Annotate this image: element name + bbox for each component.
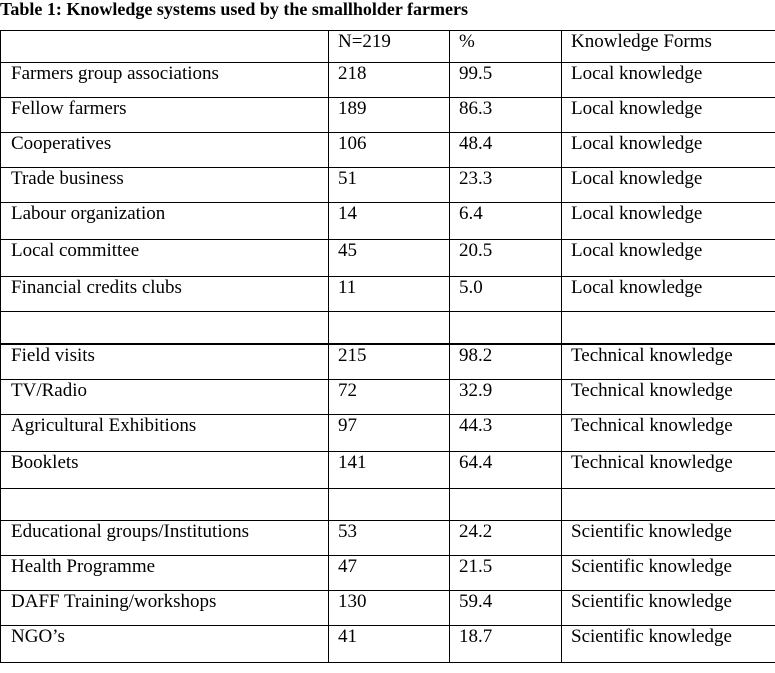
cell-source xyxy=(1,489,329,521)
cell-knowledge-form: Local knowledge xyxy=(562,63,775,98)
cell-percent: 18.7 xyxy=(450,626,562,663)
header-cell-percent: % xyxy=(450,31,562,63)
cell-percent: 48.4 xyxy=(450,133,562,168)
table-row xyxy=(1,556,775,591)
cell-knowledge-form: Scientific knowledge xyxy=(562,591,775,626)
cell-knowledge-form: Scientific knowledge xyxy=(562,556,775,591)
cell-percent: 64.4 xyxy=(450,452,562,489)
cell-knowledge-form: Local knowledge xyxy=(562,240,775,277)
table-row xyxy=(1,203,775,240)
cell-percent: 99.5 xyxy=(450,63,562,98)
knowledge-systems-table xyxy=(0,30,775,663)
cell-knowledge-form: Local knowledge xyxy=(562,133,775,168)
cell-source: Labour organization xyxy=(1,203,329,240)
header-cell-label xyxy=(1,31,329,63)
cell-source: TV/Radio xyxy=(1,380,329,415)
table-row xyxy=(1,98,775,133)
cell-source: Health Programme xyxy=(1,556,329,591)
cell-percent: 5.0 xyxy=(450,277,562,312)
cell-percent: 20.5 xyxy=(450,240,562,277)
cell-knowledge-form: Local knowledge xyxy=(562,168,775,203)
cell-count: 51 xyxy=(329,168,450,203)
cell-source: Farmers group associations xyxy=(1,63,329,98)
cell-source xyxy=(1,312,329,345)
cell-percent: 32.9 xyxy=(450,380,562,415)
cell-count: 72 xyxy=(329,380,450,415)
cell-count: 97 xyxy=(329,415,450,452)
cell-percent: 6.4 xyxy=(450,203,562,240)
cell-count: 189 xyxy=(329,98,450,133)
table-row xyxy=(1,415,775,452)
cell-source: DAFF Training/workshops xyxy=(1,591,329,626)
cell-knowledge-form: Technical knowledge xyxy=(562,380,775,415)
cell-knowledge-form: Scientific knowledge xyxy=(562,626,775,663)
cell-percent: 44.3 xyxy=(450,415,562,452)
cell-percent: 59.4 xyxy=(450,591,562,626)
cell-count: 45 xyxy=(329,240,450,277)
cell-count: 53 xyxy=(329,521,450,556)
cell-count: 218 xyxy=(329,63,450,98)
cell-knowledge-form xyxy=(562,312,775,345)
cell-count: 41 xyxy=(329,626,450,663)
cell-count: 141 xyxy=(329,452,450,489)
cell-count xyxy=(329,489,450,521)
cell-source: Local committee xyxy=(1,240,329,277)
table-row xyxy=(1,133,775,168)
cell-count: 11 xyxy=(329,277,450,312)
cell-percent xyxy=(450,489,562,521)
cell-percent: 24.2 xyxy=(450,521,562,556)
cell-source: Field visits xyxy=(1,344,329,380)
cell-count: 130 xyxy=(329,591,450,626)
cell-knowledge-form: Technical knowledge xyxy=(562,452,775,489)
table-row-spacer xyxy=(1,489,775,521)
cell-source: Agricultural Exhibitions xyxy=(1,415,329,452)
cell-percent: 23.3 xyxy=(450,168,562,203)
cell-knowledge-form: Local knowledge xyxy=(562,203,775,240)
cell-source: Educational groups/Institutions xyxy=(1,521,329,556)
cell-percent: 21.5 xyxy=(450,556,562,591)
cell-count: 14 xyxy=(329,203,450,240)
cell-knowledge-form: Scientific knowledge xyxy=(562,521,775,556)
cell-source: Fellow farmers xyxy=(1,98,329,133)
cell-knowledge-form xyxy=(562,489,775,521)
table-row xyxy=(1,380,775,415)
cell-source: Cooperatives xyxy=(1,133,329,168)
cell-percent: 86.3 xyxy=(450,98,562,133)
cell-source: NGO’s xyxy=(1,626,329,663)
table-row xyxy=(1,168,775,203)
cell-knowledge-form: Local knowledge xyxy=(562,98,775,133)
table-row xyxy=(1,240,775,277)
cell-source: Booklets xyxy=(1,452,329,489)
cell-count: 106 xyxy=(329,133,450,168)
cell-source: Financial credits clubs xyxy=(1,277,329,312)
header-cell-knowledge-forms: Knowledge Forms xyxy=(562,31,775,63)
cell-source: Trade business xyxy=(1,168,329,203)
cell-count: 215 xyxy=(329,344,450,380)
cell-count xyxy=(329,312,450,345)
table-row xyxy=(1,344,775,380)
table-row xyxy=(1,521,775,556)
table-row xyxy=(1,452,775,489)
table-row xyxy=(1,626,775,663)
header-cell-n: N=219 xyxy=(329,31,450,63)
table-header-row xyxy=(1,31,775,63)
cell-knowledge-form: Technical knowledge xyxy=(562,415,775,452)
cell-knowledge-form: Local knowledge xyxy=(562,277,775,312)
table-row xyxy=(1,591,775,626)
table-row xyxy=(1,277,775,312)
cell-percent xyxy=(450,312,562,345)
table-title: Table 1: Knowledge systems used by the smallholder farmers xyxy=(0,0,468,19)
table-row xyxy=(1,63,775,98)
cell-count: 47 xyxy=(329,556,450,591)
cell-knowledge-form: Technical knowledge xyxy=(562,344,775,380)
table-row-spacer xyxy=(1,312,775,345)
cell-percent: 98.2 xyxy=(450,344,562,380)
